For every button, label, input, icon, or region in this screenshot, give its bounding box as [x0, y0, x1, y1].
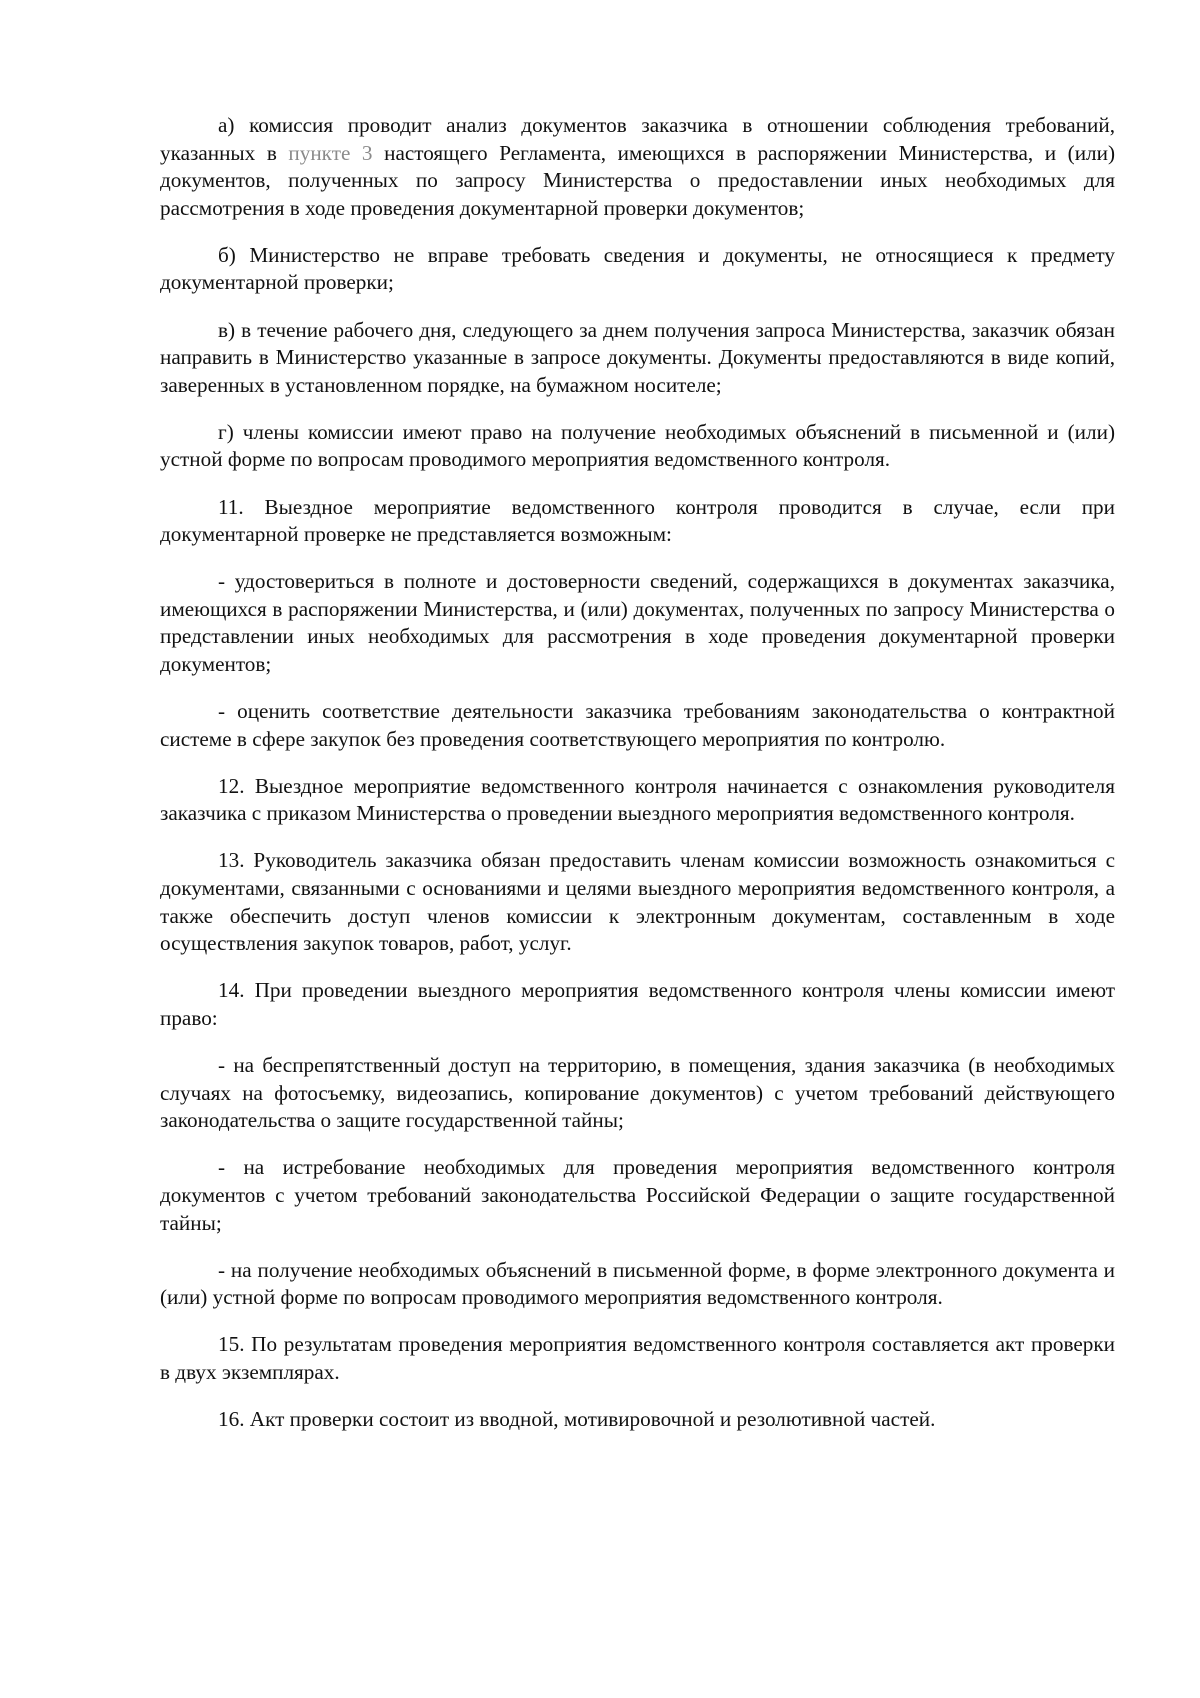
paragraph-clause-12: 12. Выездное мероприятие ведомственного контроля начинается с ознакомления руководителя заказчика с приказом Министерства о проведении выездного мероприятия ведомственного контроля.	[160, 773, 1115, 826]
paragraph-text: а) комиссия проводит анализ документов заказчика в отношении соблюдения требований, указанных в	[160, 113, 1115, 165]
paragraph-text: настоящего Регламента, имеющихся в распоряжении Министерства, и (или) документов, полученных по запросу Министерства о предоставлении иных необходимых для рассмотрения в ходе проведения документарной проверки документов;	[160, 140, 1116, 220]
paragraph-subpoint-a	[160, 112, 1115, 222]
paragraph-clause-14-item-3: - на получение необходимых объяснений в письменной форме, в форме электронного документа и (или) устной форме по вопросам проводимого мероприятия ведомственного контроля.	[160, 1257, 1115, 1310]
paragraph-subpoint-b: б) Министерство не вправе требовать сведения и документы, не относящиеся к предмету документарной проверки;	[160, 242, 1115, 295]
paragraph-clause-15: 15. По результатам проведения мероприятия ведомственного контроля составляется акт проверки в двух экземплярах.	[160, 1332, 1115, 1384]
paragraph-clause-14: 14. При проведении выездного мероприятия ведомственного контроля члены комиссии имеют право:	[160, 978, 1115, 1030]
paragraph-clause-11-item-2: - оценить соответствие деятельности заказчика требованиям законодательства о контрактной системе в сфере закупок без проведения соответствующего мероприятия по контролю.	[160, 699, 1115, 751]
paragraph-subpoint-g: г) члены комиссии имеют право на получение необходимых объяснений в письменной и (или) устной форме по вопросам проводимого мероприятия ведомственного контроля.	[160, 419, 1115, 472]
document-body	[160, 112, 1115, 1434]
paragraph-clause-14-item-2: - на истребование необходимых для проведения мероприятия ведомственного контроля документов с учетом требований законодательства Российской Федерации о защите государственной тайны;	[160, 1155, 1115, 1235]
paragraph-reference-text: пункте 3	[288, 140, 373, 165]
paragraph-clause-14-item-1: - на беспрепятственный доступ на территорию, в помещения, здания заказчика (в необходимых случаях на фотосъемку, видеозапись, копирование документов) с учетом требований действующего законодательства о защите государственной тайны;	[160, 1053, 1115, 1133]
paragraph-clause-16: 16. Акт проверки состоит из вводной, мотивировочной и резолютивной частей.	[218, 1406, 936, 1431]
paragraph-clause-11-item-1: - удостовериться в полноте и достоверности сведений, содержащихся в документах заказчика, имеющихся в распоряжении Министерства, и (или) документах, полученных по запросу Министерства о представлении иных необходимых для рассмотрения в ходе проведения документарной проверки документов;	[160, 569, 1115, 676]
paragraph-clause-13: 13. Руководитель заказчика обязан предоставить членам комиссии возможность ознакомиться с документами, связанными с основаниями и целями выездного мероприятия ведомственного контроля, а также обеспечить доступ членов комиссии к электронным документам, составленным в ходе осуществления закупок товаров, работ, услуг.	[160, 848, 1115, 956]
paragraph-clause-11: 11. Выездное мероприятие ведомственного контроля проводится в случае, если при документарной проверке не представляется возможным:	[160, 494, 1115, 547]
paragraph-subpoint-v: в) в течение рабочего дня, следующего за днем получения запроса Министерства, заказчик обязан направить в Министерство указанные в запросе документы. Документы предоставляются в виде копий, заверенных в установленном порядке, на бумажном носителе;	[160, 317, 1115, 397]
